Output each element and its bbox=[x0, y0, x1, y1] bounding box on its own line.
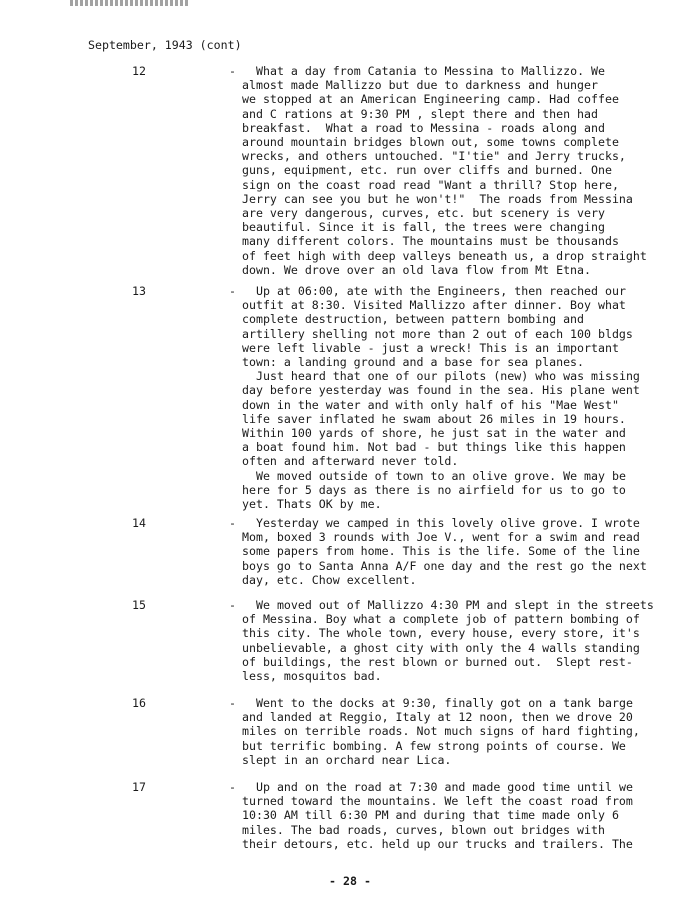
top-edge-smudge bbox=[70, 0, 190, 6]
entry-text bbox=[242, 780, 662, 851]
text-line: of Messina. Boy what a complete job of pattern bombing of bbox=[242, 612, 640, 627]
entry-date: 14 bbox=[132, 516, 146, 530]
text-line: artillery shelling not more than 2 out of each 100 bldgs bbox=[242, 326, 633, 341]
entry-date: 16 bbox=[132, 696, 146, 710]
text-line: turned toward the mountains. We left the coast road from bbox=[242, 794, 633, 809]
text-line: we stopped at an American Engineering camp. Had coffee bbox=[242, 92, 619, 107]
text-line: outfit at 8:30. Visited Mallizzo after dinner. Boy what bbox=[242, 298, 626, 313]
text-line: Jerry can see you but he won't!" The roads from Messina bbox=[242, 191, 633, 206]
text-line: Yesterday we camped in this lovely olive grove. I wrote bbox=[256, 516, 640, 530]
text-line: many different colors. The mountains must be thousands bbox=[242, 234, 619, 249]
page-number: - 28 - bbox=[329, 874, 371, 888]
text-line: 10:30 AM till 6:30 PM and during that time made only 6 bbox=[242, 808, 619, 823]
text-line: Mom, boxed 3 rounds with Joe V., went for a swim and read bbox=[242, 530, 640, 545]
entry-paragraph bbox=[242, 284, 662, 369]
text-line: slept in an orchard near Lica. bbox=[242, 752, 452, 767]
text-line: unbelievable, a ghost city with only the 4 walls standing bbox=[242, 640, 640, 655]
entry-text bbox=[242, 696, 662, 767]
text-line: We moved out of Mallizzo 4:30 PM and slept in the streets bbox=[256, 598, 654, 612]
text-line: but terrific bombing. A few strong points of course. We bbox=[242, 738, 626, 753]
text-line: of buildings, the rest blown or burned out. Slept rest- bbox=[242, 654, 633, 669]
entry-date: 13 bbox=[132, 284, 146, 298]
text-line: yet. Thats OK by me. bbox=[242, 497, 382, 512]
text-line: breakfast. What a road to Messina - roads along and bbox=[242, 120, 605, 135]
entry-paragraph bbox=[242, 64, 662, 277]
entry-dash: - bbox=[229, 696, 236, 710]
text-line: down. We drove over an old lava flow from Mt Etna. bbox=[242, 262, 592, 277]
entry-paragraph bbox=[242, 369, 662, 468]
entry-date: 15 bbox=[132, 598, 146, 612]
text-line: boys go to Santa Anna A/F one day and the rest go the next bbox=[242, 558, 647, 573]
entry-paragraph bbox=[242, 469, 662, 512]
entry-date: 17 bbox=[132, 780, 146, 794]
text-line: miles. The bad roads, curves, blown out bridges with bbox=[242, 822, 605, 837]
text-line: life saver inflated he swam about 26 miles in 19 hours. bbox=[242, 411, 626, 426]
text-line: Up at 06:00, ate with the Engineers, then reached our bbox=[256, 284, 626, 298]
entry-paragraph bbox=[242, 516, 662, 587]
text-line: sign on the coast road read "Want a thrill? Stop here, bbox=[242, 177, 619, 192]
entry-dash: - bbox=[229, 284, 236, 298]
text-line: are very dangerous, curves, etc. but scenery is very bbox=[242, 206, 605, 221]
text-line: and landed at Reggio, Italy at 12 noon, then we drove 20 bbox=[242, 710, 633, 725]
page-header: September, 1943 (cont) bbox=[88, 38, 242, 52]
text-line: around mountain bridges blown out, some towns complete bbox=[242, 135, 619, 150]
entry-text bbox=[242, 598, 662, 683]
entry-date: 12 bbox=[132, 64, 146, 78]
text-line: town: a landing ground and a base for sea planes. bbox=[242, 355, 585, 370]
text-line: What a day from Catania to Messina to Mallizzo. We bbox=[256, 64, 606, 78]
entry-paragraph bbox=[242, 696, 662, 767]
text-line: this city. The whole town, every house, every store, it's bbox=[242, 626, 640, 641]
entry-paragraph bbox=[242, 598, 662, 683]
text-line: complete destruction, between pattern bombing and bbox=[242, 312, 585, 327]
text-line: guns, equipment, etc. run over cliffs and burned. One bbox=[242, 163, 612, 178]
text-line: less, mosquitos bad. bbox=[242, 669, 382, 684]
text-line: their detours, etc. held up our trucks and trailers. The bbox=[242, 836, 633, 851]
text-line: day before yesterday was found in the sea. His plane went bbox=[242, 383, 640, 398]
text-line: Within 100 yards of shore, he just sat in the water and bbox=[242, 426, 626, 441]
entry-text bbox=[242, 516, 662, 587]
text-line: some papers from home. This is the life. Some of the line bbox=[242, 544, 640, 559]
text-line: Just heard that one of our pilots (new) who was missing bbox=[256, 369, 640, 384]
entry-text bbox=[242, 284, 662, 511]
entry-dash: - bbox=[229, 780, 236, 794]
entry-paragraph bbox=[242, 780, 662, 851]
entry-text bbox=[242, 64, 662, 277]
text-line: Went to the docks at 9:30, finally got on a tank barge bbox=[256, 696, 633, 710]
text-line: were left livable - just a wreck! This is an important bbox=[242, 340, 619, 355]
text-line: miles on terrible roads. Not much signs of hard fighting, bbox=[242, 724, 640, 739]
text-line: We moved outside of town to an olive grove. We may be bbox=[256, 468, 626, 483]
text-line: wrecks, and others untouched. "I'tie" and Jerry trucks, bbox=[242, 149, 626, 164]
text-line: day, etc. Chow excellent. bbox=[242, 572, 417, 587]
text-line: often and afterward never told. bbox=[242, 454, 459, 469]
entry-dash: - bbox=[229, 64, 236, 78]
text-line: of feet high with deep valleys beneath us, a drop straight bbox=[242, 248, 647, 263]
text-line: down in the water and with only half of his "Mae West" bbox=[242, 397, 619, 412]
text-line: and C rations at 9:30 PM , slept there and then had bbox=[242, 106, 598, 121]
entry-dash: - bbox=[229, 598, 236, 612]
text-line: Up and on the road at 7:30 and made good time until we bbox=[256, 780, 633, 794]
entry-dash: - bbox=[229, 516, 236, 530]
text-line: a boat found him. Not bad - but things like this happen bbox=[242, 440, 626, 455]
text-line: beautiful. Since it is fall, the trees were changing bbox=[242, 220, 605, 235]
text-line: here for 5 days as there is no airfield for us to go to bbox=[242, 482, 626, 497]
text-line: almost made Mallizzo but due to darkness and hunger bbox=[242, 78, 598, 93]
